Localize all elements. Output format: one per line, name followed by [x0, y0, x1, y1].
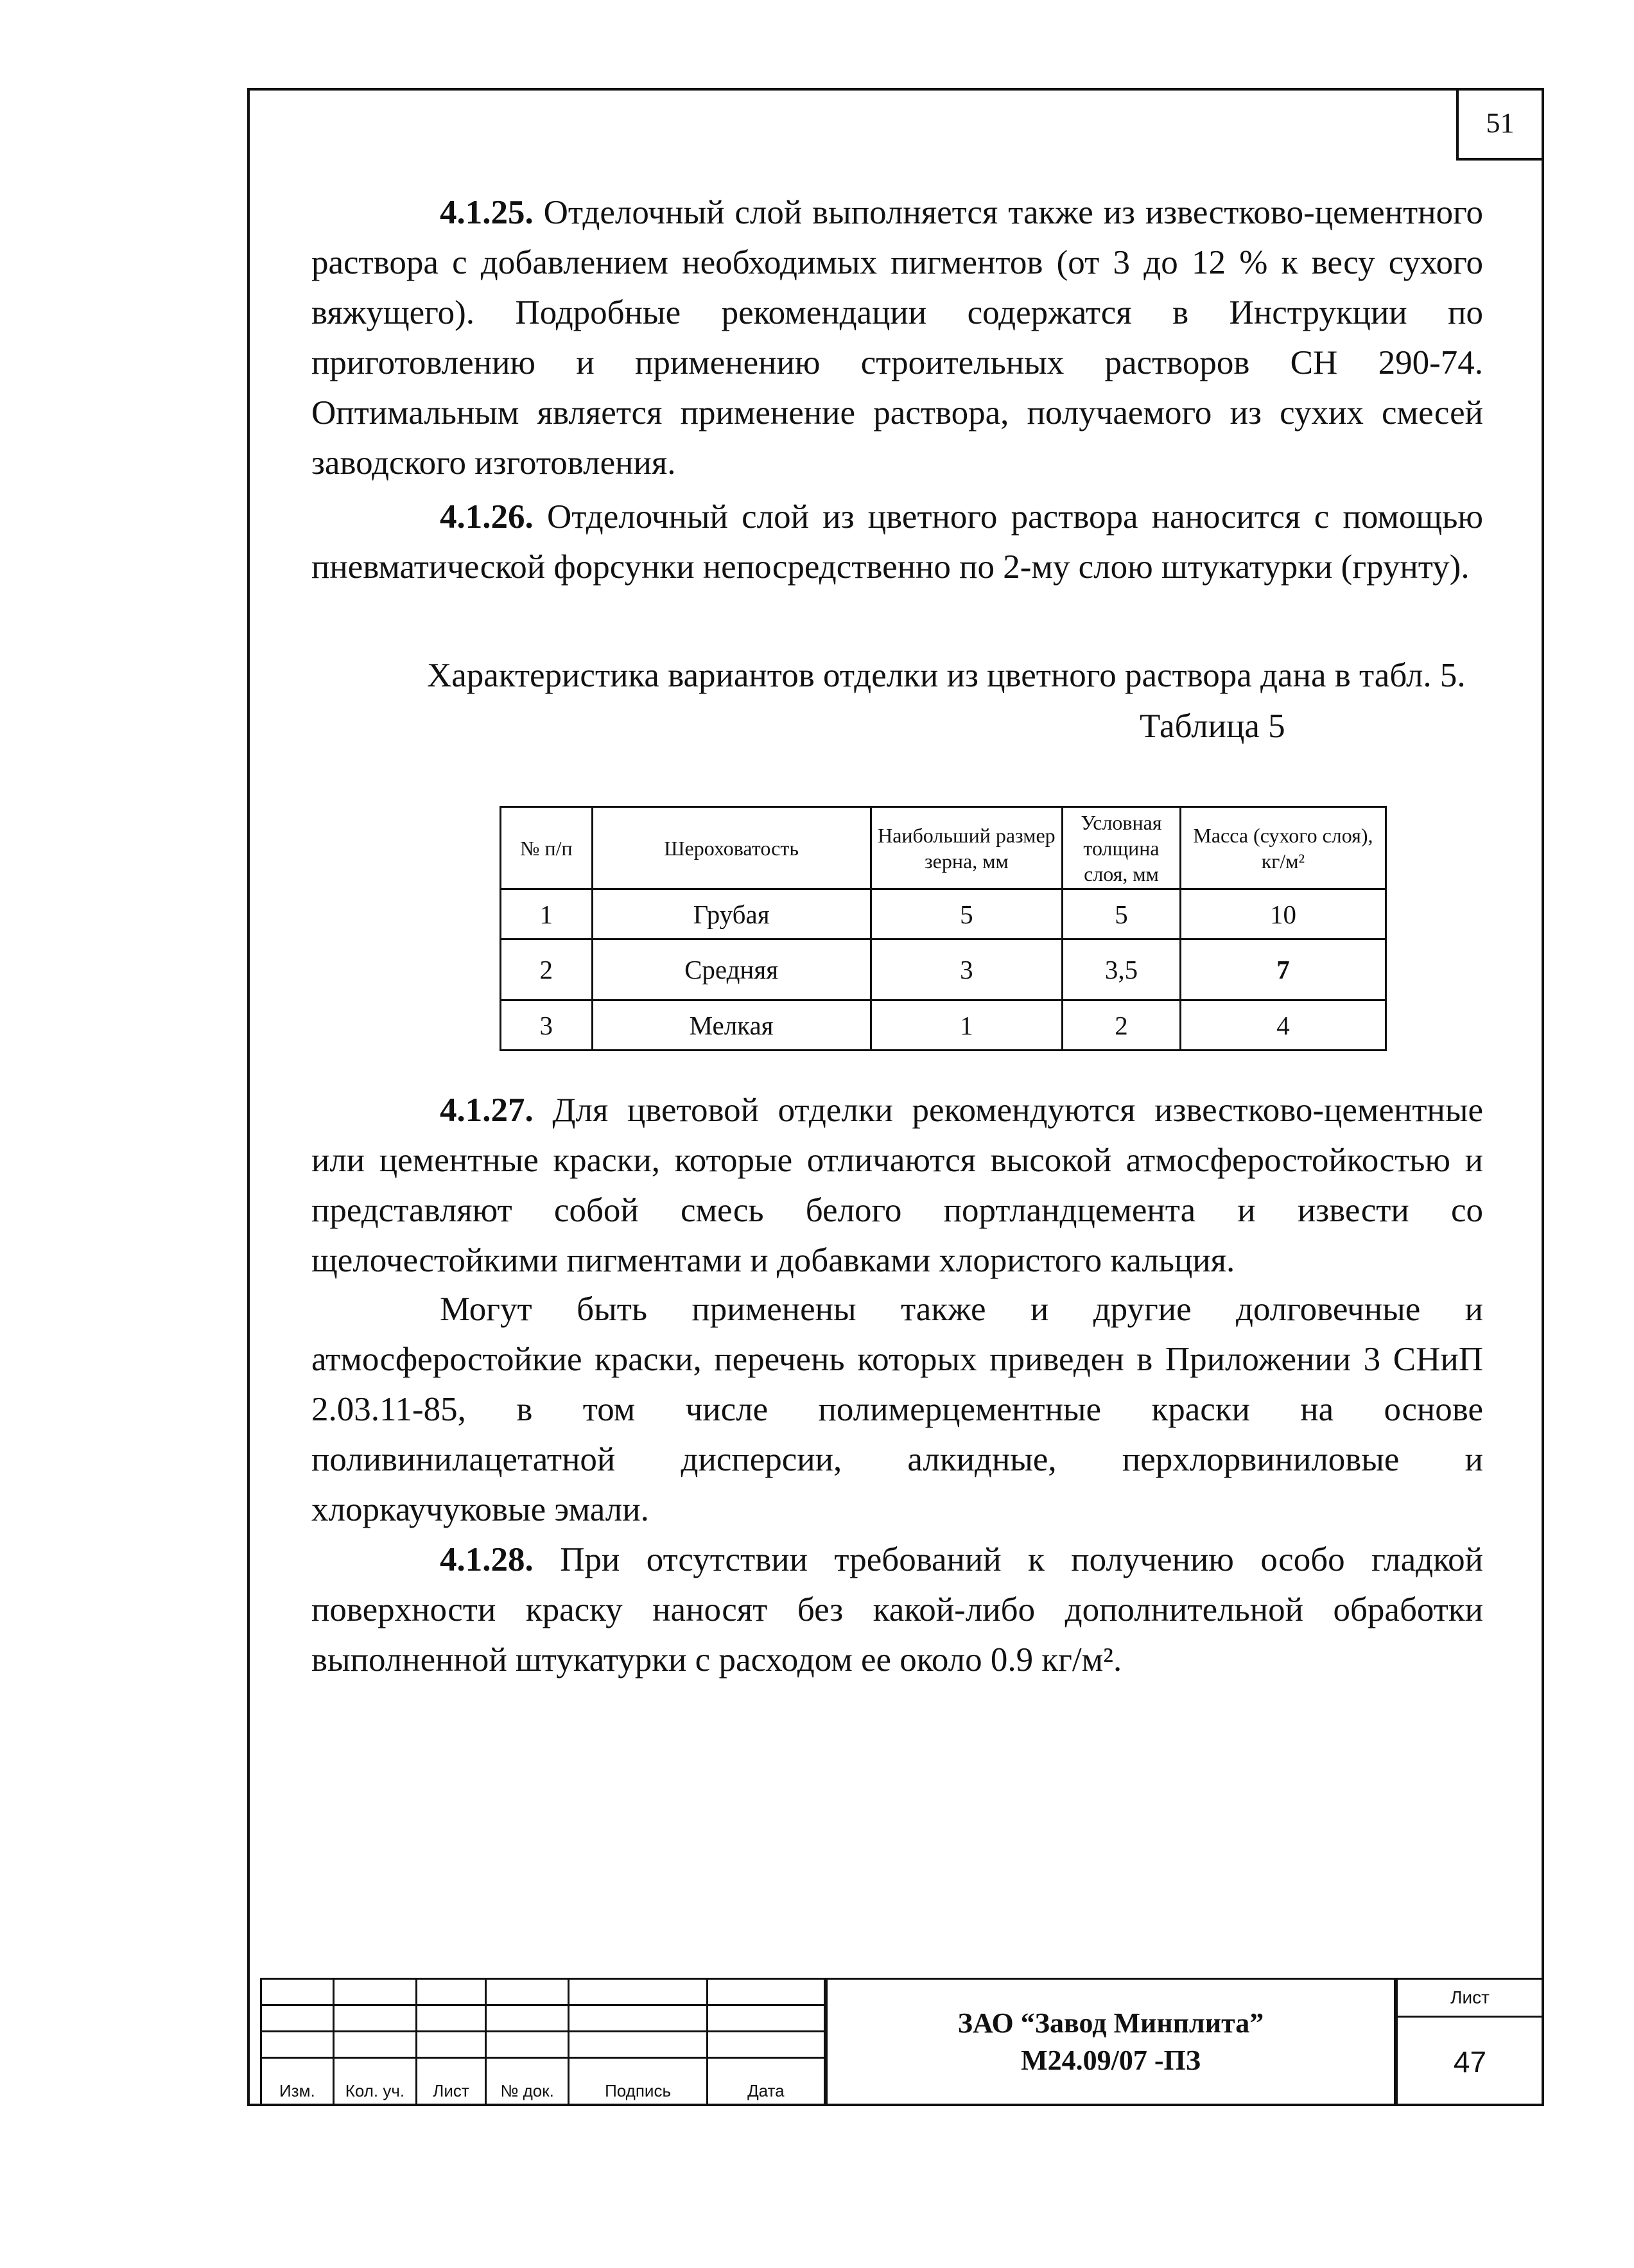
- clause-number: 4.1.27.: [440, 1092, 534, 1129]
- table-cell: 3: [871, 939, 1063, 1000]
- stamp-label: Лист: [417, 2058, 486, 2105]
- paragraph-text: Могут быть применены также и другие долговечные и атмосферостойкие краски, перечень которых приведен в Приложении 3 СНиП 2.03.11-85, в том числе полимерцементные краски на основе поливинилацетатной дисперсии, алкидные, перхлорвиниловые и хлоркаучуковые эмали.: [311, 1291, 1483, 1528]
- table-cell: 1: [871, 1000, 1063, 1051]
- table-cell: Средняя: [592, 939, 871, 1000]
- header-cell: № п/п: [501, 807, 593, 889]
- stamp-label: Подпись: [569, 2058, 707, 2105]
- header-cell: Наибольший размер зерна, мм: [871, 807, 1063, 889]
- title-block: [260, 1978, 1544, 2106]
- table-cell: 1: [501, 889, 593, 939]
- sheet-label: Лист: [1398, 1980, 1542, 2018]
- clause-text: При отсутствии требований к получению особо гладкой поверхности краску наносят без какой-либо дополнительной обработки выполненной штукатурки с расходом ее около 0.9 кг/м².: [311, 1541, 1484, 1679]
- paragraph-4-1-25: [311, 188, 1483, 488]
- table-cell: 3: [501, 1000, 593, 1051]
- header-cell: Условная толщина слоя, мм: [1063, 807, 1181, 889]
- finish-table: [500, 806, 1387, 1051]
- company-name: ЗАО “Завод Минплита”: [957, 2007, 1264, 2039]
- paragraph-4-1-27: [311, 1085, 1483, 1286]
- table-row: [501, 1000, 1386, 1051]
- table-cell: 7: [1180, 939, 1386, 1000]
- table-cell: Мелкая: [592, 1000, 871, 1051]
- stamp-label: Кол. уч.: [333, 2058, 417, 2105]
- sheet-number: 47: [1453, 2045, 1487, 2079]
- stamp-title: [826, 1978, 1396, 2106]
- table-row: [501, 939, 1386, 1000]
- revision-grid: [260, 1978, 826, 2106]
- paragraph-extra: [311, 1284, 1483, 1535]
- clause-number: 4.1.26.: [440, 498, 534, 536]
- clause-number: 4.1.25.: [440, 194, 534, 231]
- document-code: М24.09/07 -ПЗ: [1021, 2045, 1201, 2076]
- clause-number: 4.1.28.: [440, 1541, 534, 1578]
- paragraph-4-1-26: [311, 492, 1483, 592]
- table-row: [501, 889, 1386, 939]
- stamp-label: Дата: [707, 2058, 824, 2105]
- table-cell: 2: [501, 939, 593, 1000]
- table-cell: 5: [1063, 889, 1181, 939]
- table-header-row: [501, 807, 1386, 889]
- table-intro: Характеристика вариантов отделки из цветного раствора дана в табл. 5.: [427, 657, 1466, 694]
- table-caption: Таблица 5: [1140, 708, 1285, 745]
- paragraph-4-1-28: [311, 1535, 1483, 1685]
- stamp-label: № док.: [485, 2058, 569, 2105]
- sheet-box: [1396, 1978, 1544, 2106]
- table-cell: 5: [871, 889, 1063, 939]
- header-cell: Шероховатость: [592, 807, 871, 889]
- header-cell: Масса (сухого слоя), кг/м²: [1180, 807, 1386, 889]
- clause-text: Отделочный слой из цветного раствора наносится с помощью пневматической форсунки непосредственно по 2-му слою штукатурки (грунту).: [311, 498, 1483, 586]
- table-cell: 2: [1063, 1000, 1181, 1051]
- page-number: 51: [1456, 88, 1542, 161]
- table-cell: 10: [1180, 889, 1386, 939]
- stamp-label: Изм.: [261, 2058, 334, 2105]
- table-cell: Грубая: [592, 889, 871, 939]
- clause-text: Для цветовой отделки рекомендуются известково-цементные или цементные краски, которые отличаются высокой атмосферостойкостью и представляют собой смесь белого портландцемента и извести со щелочестойкими пигментами и добавками хлористого кальция.: [311, 1092, 1484, 1279]
- table-cell: 3,5: [1063, 939, 1181, 1000]
- clause-text: Отделочный слой выполняется также из известково-цементного раствора с добавлением необходимых пигментов (от 3 до 12 % к весу сухого вяжущего). Подробные рекомендации содержатся в Инструкции по приготовлению и применению строительных растворов СН 290-74. Оптимальным является применение раствора, получаемого из сухих смесей заводского изготовления.: [311, 194, 1483, 482]
- table-cell: 4: [1180, 1000, 1386, 1051]
